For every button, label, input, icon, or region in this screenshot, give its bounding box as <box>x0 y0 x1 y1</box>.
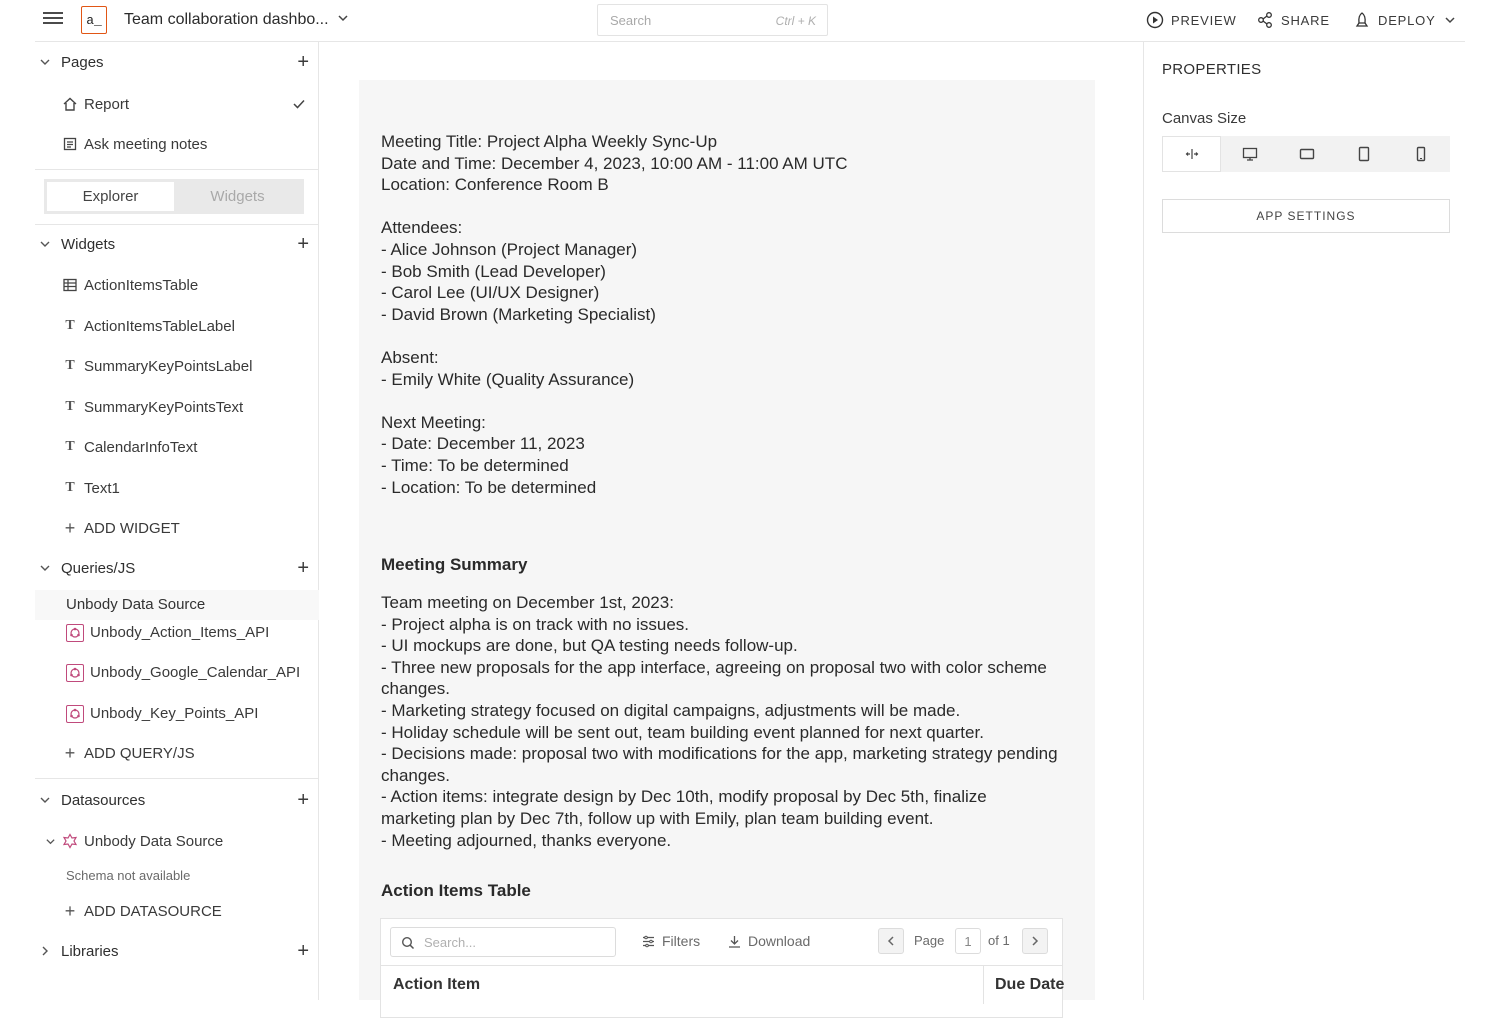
widget-item[interactable] <box>35 306 319 346</box>
query-item[interactable] <box>35 693 319 733</box>
app-logo[interactable]: a_ <box>81 6 107 34</box>
api-icon <box>66 664 84 682</box>
datasources-section-header[interactable] <box>35 781 319 821</box>
widget-label: CalendarInfoText <box>84 439 198 456</box>
tablet-landscape-size-option[interactable] <box>1278 136 1335 172</box>
fluid-size-option[interactable] <box>1162 136 1221 172</box>
share-label: SHARE <box>1281 12 1330 28</box>
chevron-right-icon <box>1028 934 1042 948</box>
table-search-input[interactable] <box>390 927 616 957</box>
text-icon: T <box>65 399 75 414</box>
search-input[interactable] <box>597 4 828 36</box>
app-title[interactable]: Team collaboration dashbo... <box>124 11 329 28</box>
tab-explorer[interactable]: Explorer <box>47 182 174 211</box>
widget-label: SummaryKeyPointsText <box>84 399 244 416</box>
query-group-label: Unbody Data Source <box>66 596 206 613</box>
column-header-action-item[interactable]: Action Item <box>393 976 481 993</box>
add-library-icon[interactable]: + <box>297 940 309 962</box>
widget-item[interactable] <box>35 346 319 386</box>
download-label: Download <box>748 933 811 949</box>
widget-item[interactable] <box>35 427 319 467</box>
explorer-widgets-toggle <box>44 179 304 214</box>
search-shortcut: Ctrl + K <box>775 14 816 28</box>
desktop-size-option[interactable] <box>1221 136 1278 172</box>
add-query-button[interactable] <box>35 733 319 773</box>
datasources-title: Datasources <box>61 792 146 809</box>
widget-label: ActionItemsTable <box>84 277 199 294</box>
page-label: Page <box>914 933 945 948</box>
tablet-landscape-icon <box>1299 146 1315 162</box>
api-icon <box>66 705 84 723</box>
menu-icon[interactable] <box>43 9 63 29</box>
mobile-size-option[interactable] <box>1393 136 1450 172</box>
deploy-label: DEPLOY <box>1378 12 1436 28</box>
filters-button[interactable] <box>641 933 700 949</box>
add-query-icon[interactable]: + <box>297 557 309 579</box>
add-page-icon[interactable]: + <box>297 51 309 73</box>
deploy-button[interactable] <box>1353 11 1436 29</box>
widgets-section-header[interactable] <box>35 225 319 265</box>
libraries-section-header[interactable] <box>35 932 319 972</box>
plus-icon: + <box>64 742 76 763</box>
explorer-sidebar <box>35 42 319 1000</box>
download-button[interactable] <box>727 933 810 949</box>
queries-title: Queries/JS <box>61 560 136 577</box>
add-datasource-icon[interactable]: + <box>297 789 309 811</box>
query-item[interactable] <box>35 652 319 692</box>
share-icon <box>1256 11 1274 29</box>
page-icon <box>62 136 78 152</box>
app-settings-button[interactable]: APP SETTINGS <box>1162 199 1450 233</box>
chevron-down-icon[interactable] <box>45 836 56 847</box>
filters-label: Filters <box>662 933 701 949</box>
pages-section-header[interactable] <box>35 43 319 83</box>
page-number-input[interactable]: 1 <box>955 928 981 954</box>
mobile-icon <box>1413 146 1429 162</box>
datasource-icon <box>62 833 78 849</box>
queries-section-header[interactable] <box>35 549 319 589</box>
add-widget-label: ADD WIDGET <box>84 520 180 537</box>
datasource-label: Unbody Data Source <box>84 833 224 850</box>
pages-title: Pages <box>61 54 104 71</box>
calendar-info-text[interactable]: Meeting Title: Project Alpha Weekly Sync-Up Date and Time: December 4, 2023, 10:00 AM - 11:00 AM UTC Location: Conference Room B Attendees: - Alice Johnson (Project Manager) - Bob Smith (Lead Developer) - Carol Lee (UI/UX Designer) - David Brown (Marketing Specialist) Absent: - Emily White (Quality Assurance) Next Meeting: - Date: December 11, 2023 - Time: To be determined - Location: To be determined <box>381 132 848 497</box>
properties-panel <box>1143 42 1465 1000</box>
chevron-down-icon[interactable] <box>39 562 51 574</box>
chevron-left-icon <box>884 934 898 948</box>
schema-status: Schema not available <box>66 868 191 883</box>
action-items-table[interactable] <box>380 918 1063 1018</box>
table-search-placeholder: Search... <box>424 935 477 950</box>
text-icon: T <box>65 480 75 495</box>
preview-label: PREVIEW <box>1171 12 1237 28</box>
widget-label: Text1 <box>84 480 120 497</box>
summary-key-points-text[interactable]: Team meeting on December 1st, 2023: - Project alpha is on track with no issues. - UI mockups are done, but QA testing needs follow-up. - Three new proposals for the app interface, agreeing on proposal two with color scheme changes. - Marketing strategy focused on digital campaigns, adjustments will be made. - Holiday schedule will be sent out, team building event planned for next quarter. - Decisions made: proposal two with modifications for the app, marketing strategy pending changes. - Action items: integrate design by Dec 10th, modify proposal by Dec 5th, finalize marketing plan by Dec 7th, follow up with Emily, plan team building event. - Meeting adjourned, thanks everyone. <box>381 593 1058 850</box>
page-label: Ask meeting notes <box>84 136 208 153</box>
page-item-report[interactable] <box>35 84 319 124</box>
search-placeholder: Search <box>610 13 652 28</box>
datasource-item[interactable] <box>35 821 319 861</box>
fluid-width-icon <box>1184 146 1200 162</box>
chevron-down-icon[interactable] <box>39 238 51 250</box>
table-icon <box>62 277 78 293</box>
play-circle-icon <box>1146 11 1164 29</box>
page-item-ask-meeting-notes[interactable] <box>35 124 319 164</box>
widget-label: SummaryKeyPointsLabel <box>84 358 253 375</box>
widgets-title: Widgets <box>61 236 116 253</box>
canvas-size-label: Canvas Size <box>1162 110 1247 127</box>
tablet-icon <box>1356 146 1372 162</box>
home-icon <box>62 96 78 112</box>
libraries-title: Libraries <box>61 943 119 960</box>
check-icon <box>291 96 307 112</box>
query-item[interactable] <box>35 612 319 652</box>
widget-item[interactable] <box>35 265 319 305</box>
canvas-size-selector <box>1162 136 1450 172</box>
widget-label: ActionItemsTableLabel <box>84 318 235 335</box>
download-icon <box>727 934 742 949</box>
widget-item[interactable] <box>35 468 319 508</box>
chevron-right-icon[interactable] <box>39 945 51 957</box>
divider <box>35 169 319 170</box>
text-icon: T <box>65 318 75 333</box>
action-items-table-label[interactable]: Action Items Table <box>381 881 531 900</box>
properties-title: PROPERTIES <box>1162 61 1262 78</box>
deploy-chevron-down-icon[interactable] <box>1444 14 1456 26</box>
tablet-size-option[interactable] <box>1336 136 1393 172</box>
preview-button[interactable] <box>1146 11 1237 29</box>
add-query-label: ADD QUERY/JS <box>84 745 195 762</box>
query-label: Unbody_Key_Points_API <box>90 705 259 722</box>
divider <box>35 778 319 779</box>
column-divider <box>983 966 984 1004</box>
add-widget-button[interactable] <box>35 508 319 548</box>
api-icon <box>66 624 84 642</box>
add-datasource-button[interactable] <box>35 891 319 931</box>
plus-icon: + <box>64 517 76 538</box>
column-header-due-date[interactable]: Due Date <box>995 976 1065 993</box>
add-datasource-label: ADD DATASOURCE <box>84 903 222 920</box>
query-label: Unbody_Google_Calendar_API <box>90 664 301 681</box>
chevron-down-icon[interactable] <box>39 56 51 68</box>
next-page-button[interactable] <box>1022 928 1048 954</box>
chevron-down-icon[interactable] <box>337 12 349 24</box>
summary-key-points-label[interactable]: Meeting Summary <box>381 555 528 574</box>
top-bar <box>35 0 1465 42</box>
filter-icon <box>641 934 656 949</box>
text-icon: T <box>65 358 75 373</box>
tab-widgets[interactable]: Widgets <box>210 188 265 205</box>
page-label: Report <box>84 96 130 113</box>
add-widget-icon[interactable]: + <box>297 233 309 255</box>
plus-icon: + <box>64 900 76 921</box>
prev-page-button[interactable] <box>878 928 904 954</box>
query-label: Unbody_Action_Items_API <box>90 624 270 641</box>
text-icon: T <box>65 439 75 454</box>
desktop-icon <box>1242 146 1258 162</box>
page-total: of 1 <box>988 933 1010 948</box>
rocket-icon <box>1353 11 1371 29</box>
table-header-row <box>381 965 1065 1003</box>
search-icon <box>401 936 415 950</box>
share-button[interactable] <box>1256 11 1330 29</box>
widget-item[interactable] <box>35 387 319 427</box>
app-canvas <box>359 80 1095 1000</box>
chevron-down-icon[interactable] <box>39 794 51 806</box>
